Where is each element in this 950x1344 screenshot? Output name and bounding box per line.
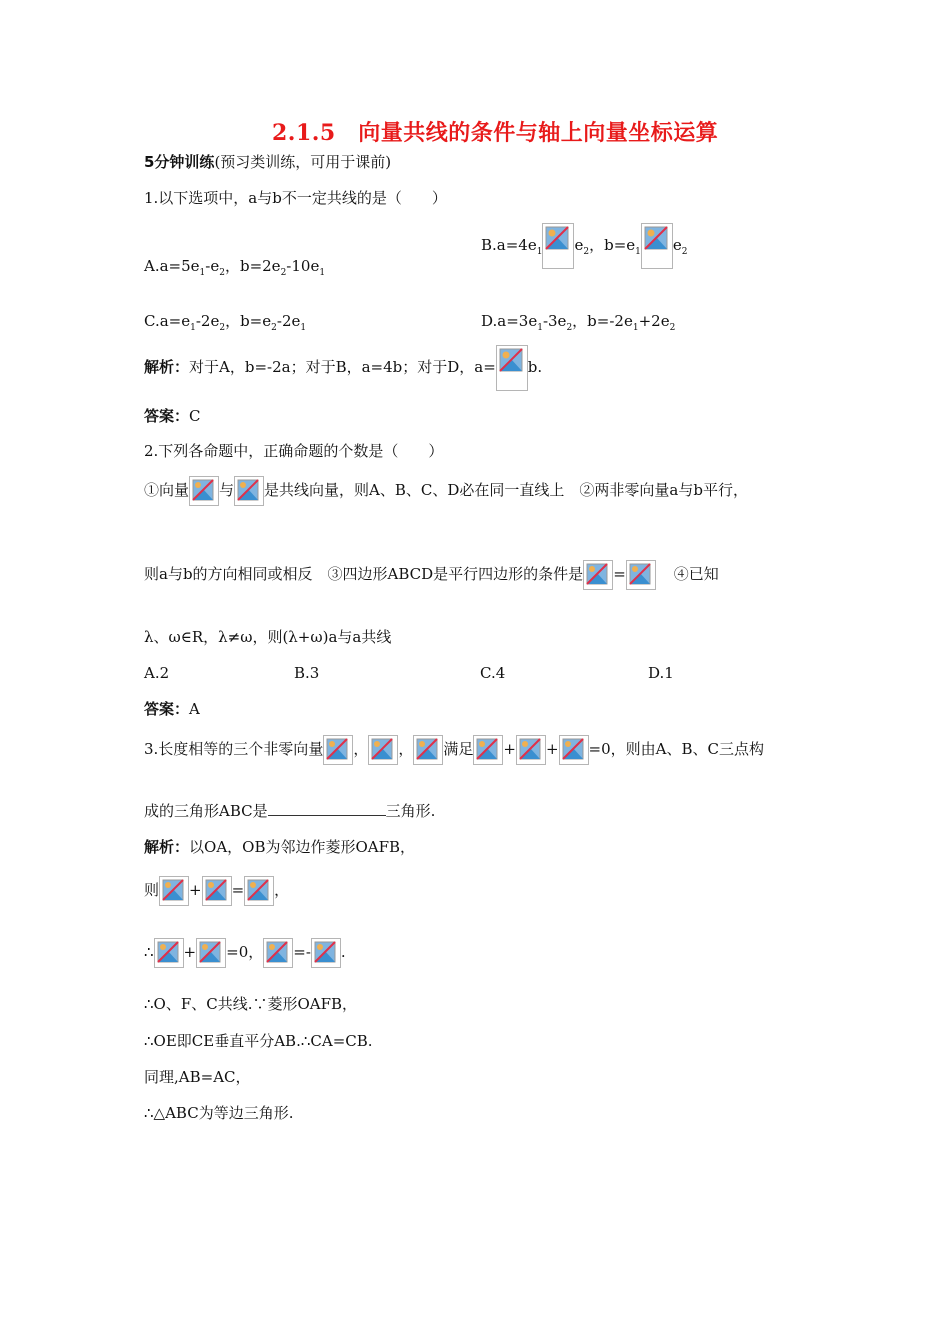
section-label: 5分钟训练 bbox=[144, 153, 215, 171]
broken-image-icon bbox=[413, 735, 443, 765]
q1-option-c: $C.a=e_1-2e_2$，$b=e_2-2e_1$ bbox=[144, 312, 307, 333]
broken-image-icon bbox=[496, 345, 528, 391]
broken-image-icon bbox=[542, 223, 574, 269]
q3-analysis-line5: 同理,AB=AC， bbox=[144, 1068, 251, 1086]
q3-stem: 3.长度相等的三个非零向量 ， ， 满足 + + =0，则由A、B、C三点构 bbox=[144, 733, 764, 765]
broken-image-icon bbox=[154, 938, 184, 968]
broken-image-icon bbox=[202, 876, 232, 906]
q2-line2: 则a与b的方向相同或相反 ③四边形ABCD是平行四边形的条件是 = ④已知 bbox=[144, 558, 719, 590]
page-title: 2.1.5 向量共线的条件与轴上向量坐标运算 bbox=[272, 120, 719, 146]
broken-image-icon bbox=[196, 938, 226, 968]
q3-analysis-line2: ∴ + =0， =- . bbox=[144, 936, 346, 968]
broken-image-icon bbox=[641, 223, 673, 269]
broken-image-icon bbox=[263, 938, 293, 968]
q2-line3: λ、ω∈R，λ≠ω，则(λ+ω)a与a共线 bbox=[144, 628, 392, 646]
broken-image-icon bbox=[323, 735, 353, 765]
broken-image-icon bbox=[516, 735, 546, 765]
q2-stem: 2.下列各命题中，正确命题的个数是（ ） bbox=[144, 442, 444, 460]
broken-image-icon bbox=[583, 560, 613, 590]
q3-line2: 成的三角形ABC是 三角形. bbox=[144, 802, 436, 820]
broken-image-icon bbox=[626, 560, 656, 590]
q3-analysis-line4: ∴OE即CE垂直平分AB.∴CA=CB. bbox=[144, 1032, 373, 1050]
q3-analysis-line3: ∴O、F、C共线.∵菱形OAFB， bbox=[144, 995, 358, 1013]
section-note: (预习类训练，可用于课前) bbox=[214, 153, 392, 171]
q2-option-b: B.3 bbox=[294, 664, 320, 682]
answer-blank bbox=[268, 801, 386, 816]
q3-analysis: 解析：以OA，OB为邻边作菱形OAFB， bbox=[144, 838, 416, 856]
q2-option-d: D.1 bbox=[648, 664, 674, 682]
q2-answer: 答案：A bbox=[144, 700, 200, 718]
q1-option-a: $A.a=5e_1-e_2$，$b=2e_2-10e_1$ bbox=[144, 257, 326, 278]
q1-stem: 1.以下选项中，a与b不一定共线的是（ ） bbox=[144, 189, 447, 207]
broken-image-icon bbox=[234, 476, 264, 506]
q3-analysis-line6: ∴△ABC为等边三角形. bbox=[144, 1104, 294, 1122]
broken-image-icon bbox=[559, 735, 589, 765]
q1-option-d: $D.a=3e_1-3e_2$，$b=-2e_1+2e_2$ bbox=[481, 312, 676, 333]
broken-image-icon bbox=[311, 938, 341, 968]
q1-answer: 答案：C bbox=[144, 407, 201, 425]
broken-image-icon bbox=[159, 876, 189, 906]
q2-option-a: A.2 bbox=[144, 664, 170, 682]
section-heading bbox=[144, 151, 391, 173]
broken-image-icon bbox=[189, 476, 219, 506]
q2-line1: ①向量 与 是共线向量，则A、B、C、D必在同一直线上 ②两非零向量a与b平行， bbox=[144, 474, 748, 506]
q3-analysis-line1: 则 + = ， bbox=[144, 874, 289, 906]
q1-option-b: $B.a=4e_1$ $e_2$，$b=e_1$ $e_2$ bbox=[481, 222, 688, 275]
broken-image-icon bbox=[473, 735, 503, 765]
q1-analysis: 解析：对于A，b=-2a；对于B，a=4b；对于D，a= b. bbox=[144, 344, 542, 391]
q2-option-c: C.4 bbox=[480, 664, 506, 682]
broken-image-icon bbox=[244, 876, 274, 906]
broken-image-icon bbox=[368, 735, 398, 765]
